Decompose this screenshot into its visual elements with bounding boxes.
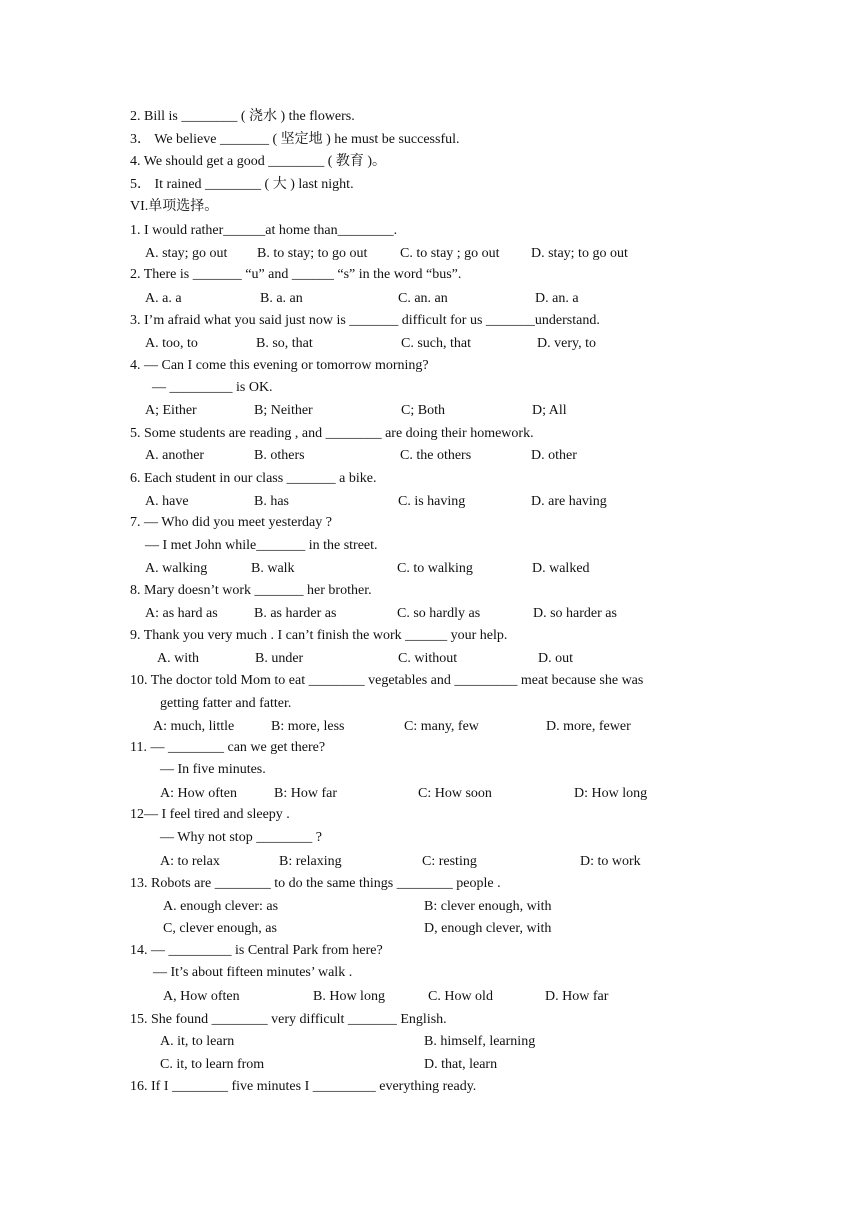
- q10-option-c: C: many, few: [404, 719, 479, 734]
- question-16: 16. If I ________ five minutes I _________ everything ready.: [130, 1079, 477, 1094]
- q3-option-a: A. too, to: [145, 336, 198, 351]
- q6-option-d: D. are having: [531, 494, 607, 509]
- q7-option-a: A. walking: [145, 561, 208, 576]
- q2-option-c: C. an. an: [398, 291, 448, 306]
- q10-option-a: A: much, little: [153, 719, 235, 734]
- q10-option-b: B: more, less: [271, 719, 345, 734]
- q8-option-b: B. as harder as: [254, 606, 337, 621]
- q7-option-b: B. walk: [251, 561, 295, 576]
- question-4-reply: — _________ is OK.: [152, 380, 273, 395]
- q9-option-d: D. out: [538, 651, 573, 666]
- q8-option-d: D. so harder as: [533, 606, 617, 621]
- q1-option-d: D. stay; to go out: [531, 246, 628, 261]
- question-7: 7. — Who did you meet yesterday ?: [130, 515, 332, 530]
- q10-option-d: D. more, fewer: [546, 719, 631, 734]
- question-7-reply: — I met John while_______ in the street.: [145, 538, 378, 553]
- q2-option-a: A. a. a: [145, 291, 182, 306]
- question-15: 15. She found ________ very difficult _______ English.: [130, 1012, 447, 1027]
- question-11: 11. — ________ can we get there?: [130, 740, 326, 755]
- q4-option-a: A; Either: [145, 403, 197, 418]
- question-6: 6. Each student in our class _______ a bike.: [130, 471, 377, 486]
- question-11-reply: — In five minutes.: [160, 762, 266, 777]
- q1-option-c: C. to stay ; go out: [400, 246, 500, 261]
- q6-option-b: B. has: [254, 494, 289, 509]
- q13-option-a: A. enough clever: as: [163, 899, 279, 914]
- q12-option-c: C: resting: [422, 854, 477, 869]
- q9-option-c: C. without: [398, 651, 458, 666]
- q11-option-a: A: How often: [160, 786, 237, 801]
- q1-option-b: B. to stay; to go out: [257, 246, 368, 261]
- question-10: 10. The doctor told Mom to eat ________ vegetables and _________ meat because she was: [130, 673, 644, 688]
- q6-option-a: A. have: [145, 494, 189, 509]
- q8-option-c: C. so hardly as: [397, 606, 481, 621]
- q3-option-d: D. very, to: [537, 336, 596, 351]
- fill-item-3: 3． We believe _______ ( 坚定地 ) he must be successful.: [130, 132, 460, 147]
- question-8: 8. Mary doesn’t work _______ her brother.: [130, 583, 372, 598]
- q9-option-b: B. under: [255, 651, 304, 666]
- question-13: 13. Robots are ________ to do the same things ________ people .: [130, 876, 501, 891]
- q3-option-b: B. so, that: [256, 336, 313, 351]
- question-2: 2. There is _______ “u” and ______ “s” in the word “bus”.: [130, 267, 462, 282]
- q13-option-c: C, clever enough, as: [163, 921, 277, 936]
- q14-option-b: B. How long: [313, 989, 385, 1004]
- q7-option-d: D. walked: [532, 561, 590, 576]
- question-12: 12— I feel tired and sleepy .: [130, 807, 290, 822]
- q12-option-b: B: relaxing: [279, 854, 342, 869]
- q3-option-c: C. such, that: [401, 336, 471, 351]
- q2-option-d: D. an. a: [535, 291, 579, 306]
- question-9: 9. Thank you very much . I can’t finish the work ______ your help.: [130, 628, 508, 643]
- q11-option-d: D: How long: [574, 786, 648, 801]
- q13-option-d: D, enough clever, with: [424, 921, 552, 936]
- q4-option-c: C; Both: [401, 403, 445, 418]
- question-4: 4. — Can I come this evening or tomorrow morning?: [130, 358, 429, 373]
- q15-option-a: A. it, to learn: [160, 1034, 235, 1049]
- q14-option-a: A, How often: [163, 989, 240, 1004]
- q5-option-d: D. other: [531, 448, 577, 463]
- q8-option-a: A: as hard as: [145, 606, 218, 621]
- q6-option-c: C. is having: [398, 494, 466, 509]
- q2-option-b: B. a. an: [260, 291, 303, 306]
- q9-option-a: A. with: [157, 651, 199, 666]
- q4-option-d: D; All: [532, 403, 567, 418]
- q7-option-c: C. to walking: [397, 561, 473, 576]
- q5-option-c: C. the others: [400, 448, 472, 463]
- q1-option-a: A. stay; go out: [145, 246, 228, 261]
- question-12-reply: — Why not stop ________ ?: [160, 830, 322, 845]
- q13-option-b: B: clever enough, with: [424, 899, 552, 914]
- question-1: 1. I would rather______at home than________.: [130, 223, 398, 238]
- fill-item-5: 5． It rained ________ ( 大 ) last night.: [130, 177, 354, 192]
- question-14-reply: — It’s about fifteen minutes’ walk .: [153, 965, 353, 980]
- fill-item-2: 2. Bill is ________ ( 浇水 ) the flowers.: [130, 109, 355, 124]
- q5-option-a: A. another: [145, 448, 205, 463]
- q15-option-b: B. himself, learning: [424, 1034, 536, 1049]
- question-14: 14. — _________ is Central Park from here?: [130, 943, 383, 958]
- q11-option-c: C: How soon: [418, 786, 492, 801]
- q14-option-c: C. How old: [428, 989, 493, 1004]
- q11-option-b: B: How far: [274, 786, 337, 801]
- q14-option-d: D. How far: [545, 989, 609, 1004]
- q12-option-d: D: to work: [580, 854, 641, 869]
- q15-option-d: D. that, learn: [424, 1057, 498, 1072]
- fill-item-4: 4. We should get a good ________ ( 教育 )。: [130, 154, 387, 169]
- q4-option-b: B; Neither: [254, 403, 313, 418]
- q12-option-a: A: to relax: [160, 854, 220, 869]
- question-10-cont: getting fatter and fatter.: [160, 696, 292, 711]
- question-3: 3. I’m afraid what you said just now is _______ difficult for us _______understand.: [130, 313, 600, 328]
- section-heading: VI.单项选择。: [130, 199, 219, 214]
- q15-option-c: C. it, to learn from: [160, 1057, 265, 1072]
- question-5: 5. Some students are reading , and ________ are doing their homework.: [130, 426, 534, 441]
- q5-option-b: B. others: [254, 448, 305, 463]
